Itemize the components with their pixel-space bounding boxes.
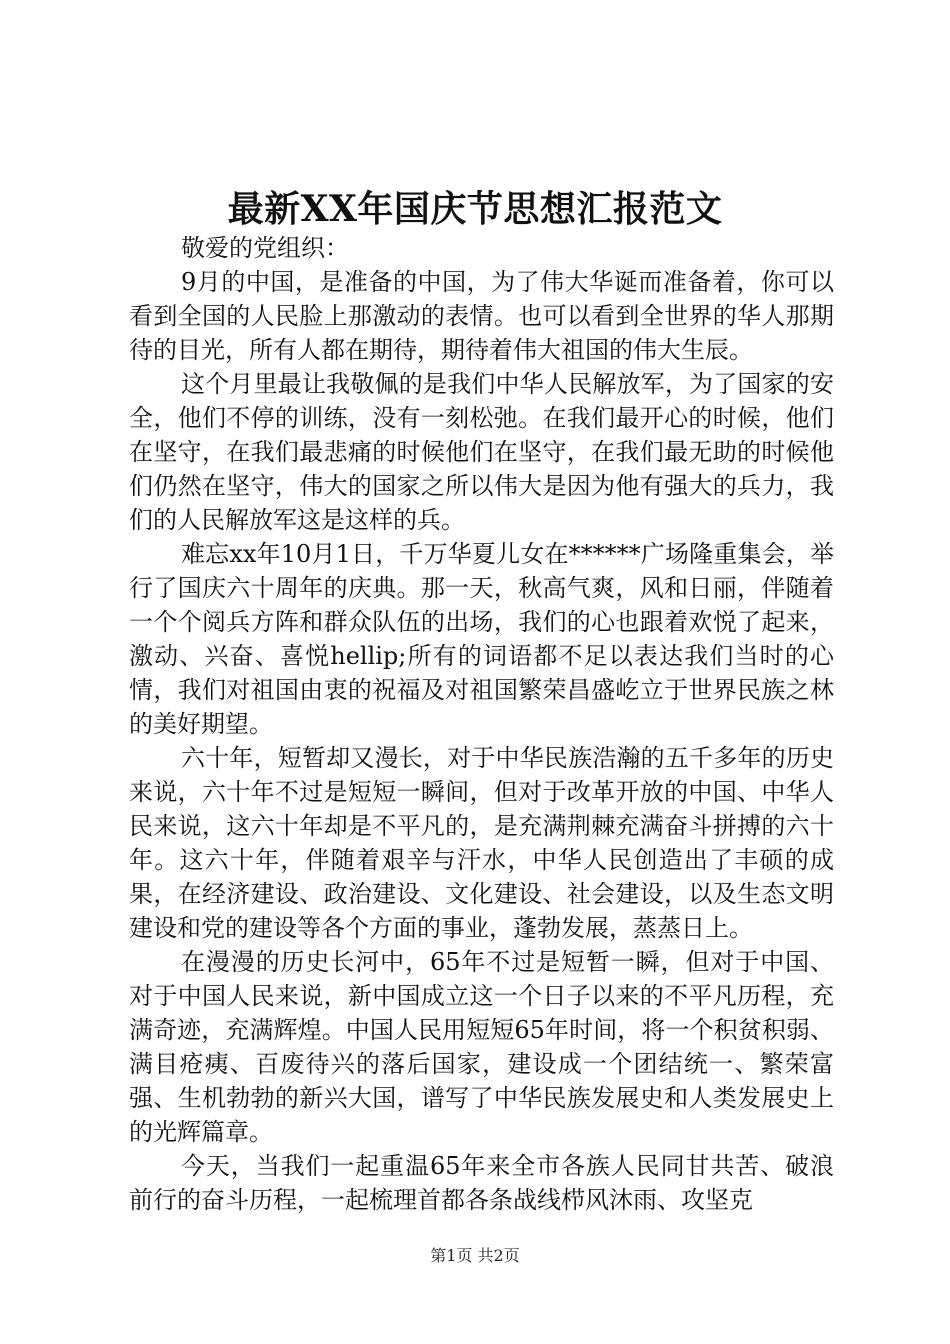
document-title: 最新XX年国庆节思想汇报范文	[227, 188, 723, 230]
document-body	[129, 231, 834, 1217]
paragraph-5: 在漫漫的历史长河中，65年不过是短暂一瞬，但对于中国、对于中国人民来说，新中国成立这一个日子以来的不平凡历程，充满奇迹，充满辉煌。中国人民用短短65年时间，将一个积贫积弱、满目疮痍、百废待兴的落后国家，建设成一个团结统一、繁荣富强、生机勃勃的新兴大国，谱写了中华民族发展史和人类发展史上的光辉篇章。	[129, 948, 834, 1146]
paragraph-1: 9月的中国，是准备的中国，为了伟大华诞而准备着，你可以看到全国的人民脸上那激动的表情。也可以看到全世界的华人那期待的目光，所有人都在期待，期待着伟大祖国的伟大生辰。	[129, 268, 834, 364]
page-number-footer: 第1页 共2页	[430, 1246, 520, 1265]
paragraph-4: 六十年，短暂却又漫长，对于中华民族浩瀚的五千多年的历史来说，六十年不过是短短一瞬间，但对于改革开放的中国、中华人民来说，这六十年却是不平凡的，是充满荆棘充满奋斗拼搏的六十年。这六十年，伴随着艰辛与汗水，中华人民创造出了丰硕的成果，在经济建设、政治建设、文化建设、社会建设，以及生态文明建设和党的建设等各个方面的事业，蓬勃发展，蒸蒸日上。	[129, 744, 834, 942]
paragraph-6: 今天，当我们一起重温65年来全市各族人民同甘共苦、破浪前行的奋斗历程，一起梳理首都各条战线栉风沐雨、攻坚克	[129, 1152, 834, 1214]
salutation: 敬爱的党组织：	[181, 234, 349, 262]
paragraph-3: 难忘xx年10月1日，千万华夏儿女在******广场隆重集会，举行了国庆六十周年的庆典。那一天，秋高气爽，风和日丽，伴随着一个个阅兵方阵和群众队伍的出场，我们的心也跟着欢悦了起来，激动、兴奋、喜悦hellip;所有的词语都不足以表达我们当时的心情，我们对祖国由衷的祝福及对祖国繁荣昌盛屹立于世界民族之林的美好期望。	[129, 540, 834, 738]
paragraph-2: 这个月里最让我敬佩的是我们中华人民解放军，为了国家的安全，他们不停的训练，没有一刻松弛。在我们最开心的时候，他们在坚守，在我们最悲痛的时候他们在坚守，在我们最无助的时候他们仍然在坚守，伟大的国家之所以伟大是因为他有强大的兵力，我们的人民解放军这是这样的兵。	[129, 370, 834, 534]
